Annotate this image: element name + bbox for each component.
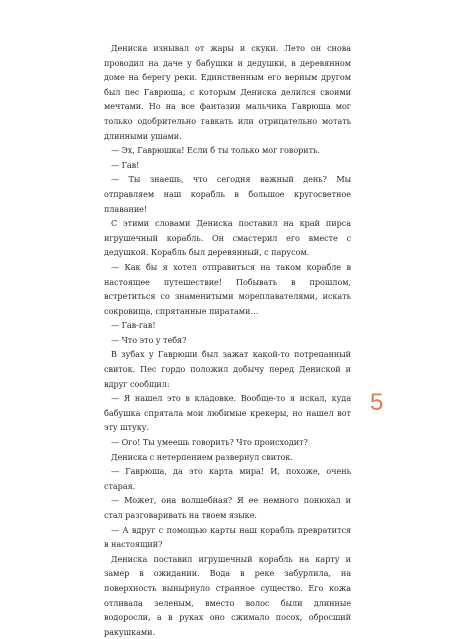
dialogue-line: — Гав! — [111, 159, 140, 170]
dialogue-line: — Ты знаешь, что сегодня важный день? Мы отправляем наш корабль в большое кругосветное плавание! — [104, 174, 351, 214]
dialogue-line: — Я нашел это в кладовке. Вообще-то я искал, куда бабушка спрятала мои любимые крекеры, но нашел вот эту штуку. — [104, 393, 351, 433]
dialogue-line: — Может, она волшебная? Я ее немного понюхал и стал разговаривать на твоем языке. — [104, 495, 351, 520]
dialogue-line: — А вдруг с помощью карты наш корабль превратится в настоящий? — [104, 524, 351, 550]
dialogue-line: — Эх, Гаврюшка! Если б ты только мог говорить. — [111, 145, 320, 156]
paragraph: С этими словами Дениска поставил на край пирса игрушечный корабль. Он смастерил его вместе с дедушкой. Корабль был деревянный, с парусом. — [104, 218, 351, 258]
story-text — [104, 41, 351, 639]
dialogue-line: — Как бы я хотел отправиться на таком корабле в настоящее путешествие! Побывать в прошлом, встретиться со знаменитыми мореплавателями, искать сокровища, спрятанные пиратами… — [104, 261, 351, 316]
paragraph: Дениска с нетерпением развернул свиток. — [111, 451, 293, 462]
paragraph: Дениска изнывал от жары и скуки. Лето он снова проводил на даче у бабушки и дедушки, в деревянном доме на берегу реки. Единственным его верным другом был пес Гаврюша, с которым Дениска делился своими мечтами. Но на все фантазии мальчика Гаврюша мог только одобрительно гавкать или отрицательно мотать длинными ушами. — [104, 43, 351, 141]
page-number: 5 — [370, 389, 384, 416]
dialogue-line: — Что это у тебя? — [111, 334, 187, 345]
dialogue-line: — Гав-гав! — [111, 320, 156, 331]
paragraph: Дениска поставил игрушечный корабль на карту и замер в ожидании. Вода в реке забурлила, на поверхность вынырнуло странное существо. Его кожа отливала зеленым, вместо волос были длинные водоросли, а в руках оно сжимало посох, обросший ракушками. — [104, 553, 351, 637]
paragraph: В зубах у Гаврюши был зажат какой-то потрепанный свиток. Пес гордо положил добычу перед Дениской и вдруг сообщил: — [104, 349, 351, 389]
dialogue-line: — Ого! Ты умеешь говорить? Что происходит? — [111, 437, 308, 448]
dialogue-line: — Гаврюша, да это карта мира! И, похоже, очень старая. — [104, 466, 351, 491]
